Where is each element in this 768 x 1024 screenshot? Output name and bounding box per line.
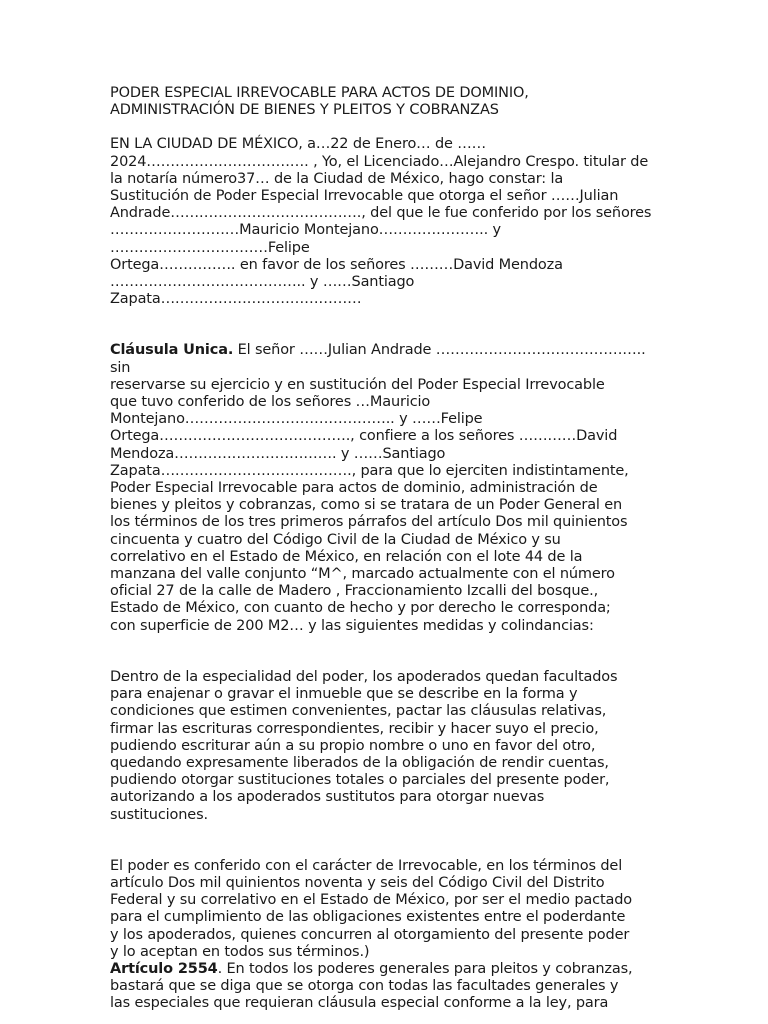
- specialty-paragraph: Dentro de la especialidad del poder, los apoderados quedan facultados para enajenar o gravar el inmueble que se describe en la forma y condiciones que estimen convenientes, pactar las cláusulas relativas, firmar las escrituras correspondientes, recibir y hacer suyo el precio, pudiendo escriturar aún a su propio nombre o uno en favor del otro, quedando expresamente liberados de la obligación de rendir cuentas, pudiendo otorgar sustituciones totales o parciales del presente poder, autorizando a los apoderados sustitutos para otorgar nuevas sustituciones.: [110, 668, 618, 823]
- article-paragraph: [110, 961, 658, 1013]
- document-title: PODER ESPECIAL IRREVOCABLE PARA ACTOS DE DOMINIO, ADMINISTRACIÓN DE BIENES Y PLEITOS Y COBRANZAS: [110, 85, 529, 119]
- clause-paragraph: [110, 342, 658, 634]
- intro-paragraph: EN LA CIUDAD DE MÉXICO, a…22 de Enero… de …… 2024……………………………. , Yo, el Licenciado…Alejandro Crespo. titular de la notaría número37… de la Ciudad de México, hago constar: la Sustitución de Poder Especial Irrevocable que otorga el señor ……Julian Andrade…………………………………., del que le fue conferido por los señores ………………………Mauricio Montejano………………….. y ……………………………Felipe Ortega……………. en favor de los señores ………David Mendoza ………………………………….. y ……Santiago Zapata……………………………………: [110, 136, 652, 308]
- article-body: . En todos los poderes generales para pleitos y cobranzas, bastará que se diga que se otorga con todas las facultades generales y las especiales que requieran cláusula especial conforme a la ley, para: [110, 960, 633, 1012]
- clause-body: El señor ……Julian Andrade …………………………………….. sin reservarse su ejercicio y en sustitución del Poder Especial Irrevocable que tuvo conferido de los señores …Mauricio Montejano…………………………………….. y ……Felipe Ortega…………………………………., confiere a los señores …………David Mendoza……………………………. y ……Santiago Zapata…………………………………., para que lo ejerciten indistintamente, Poder Especial Irrevocable para actos de dominio, administración de bienes y pleitos y cobranzas, como si se tratara de un Poder General en los términos de los tres primeros párrafos del artículo Dos mil quinientos cincuenta y cuatro del Código Civil de la Ciudad de México y su correlativo en el Estado de México, en relación con el lote 44 de la manzana del valle conjunto “M^, marcado actualmente con el número oficial 27 de la calle de Madero , Fraccionamiento Izcalli del bosque., Estado de México, con cuanto de hecho y por derecho le corresponda; con superficie de 200 M2… y las siguientes medidas y colindancias:: [110, 342, 646, 634]
- document-page: [110, 85, 658, 1013]
- clause-label: Cláusula Unica.: [110, 342, 234, 359]
- irrevocable-paragraph: El poder es conferido con el carácter de Irrevocable, en los términos del artículo Dos mil quinientos noventa y seis del Código Civil del Distrito Federal y su correlativo en el Estado de México, por ser el medio pactado para el cumplimiento de las obligaciones existentes entre el poderdante y los apoderados, quienes concurren al otorgamiento del presente poder y lo aceptan en todos sus términos.): [110, 857, 633, 960]
- article-label: Artículo 2554: [110, 960, 218, 977]
